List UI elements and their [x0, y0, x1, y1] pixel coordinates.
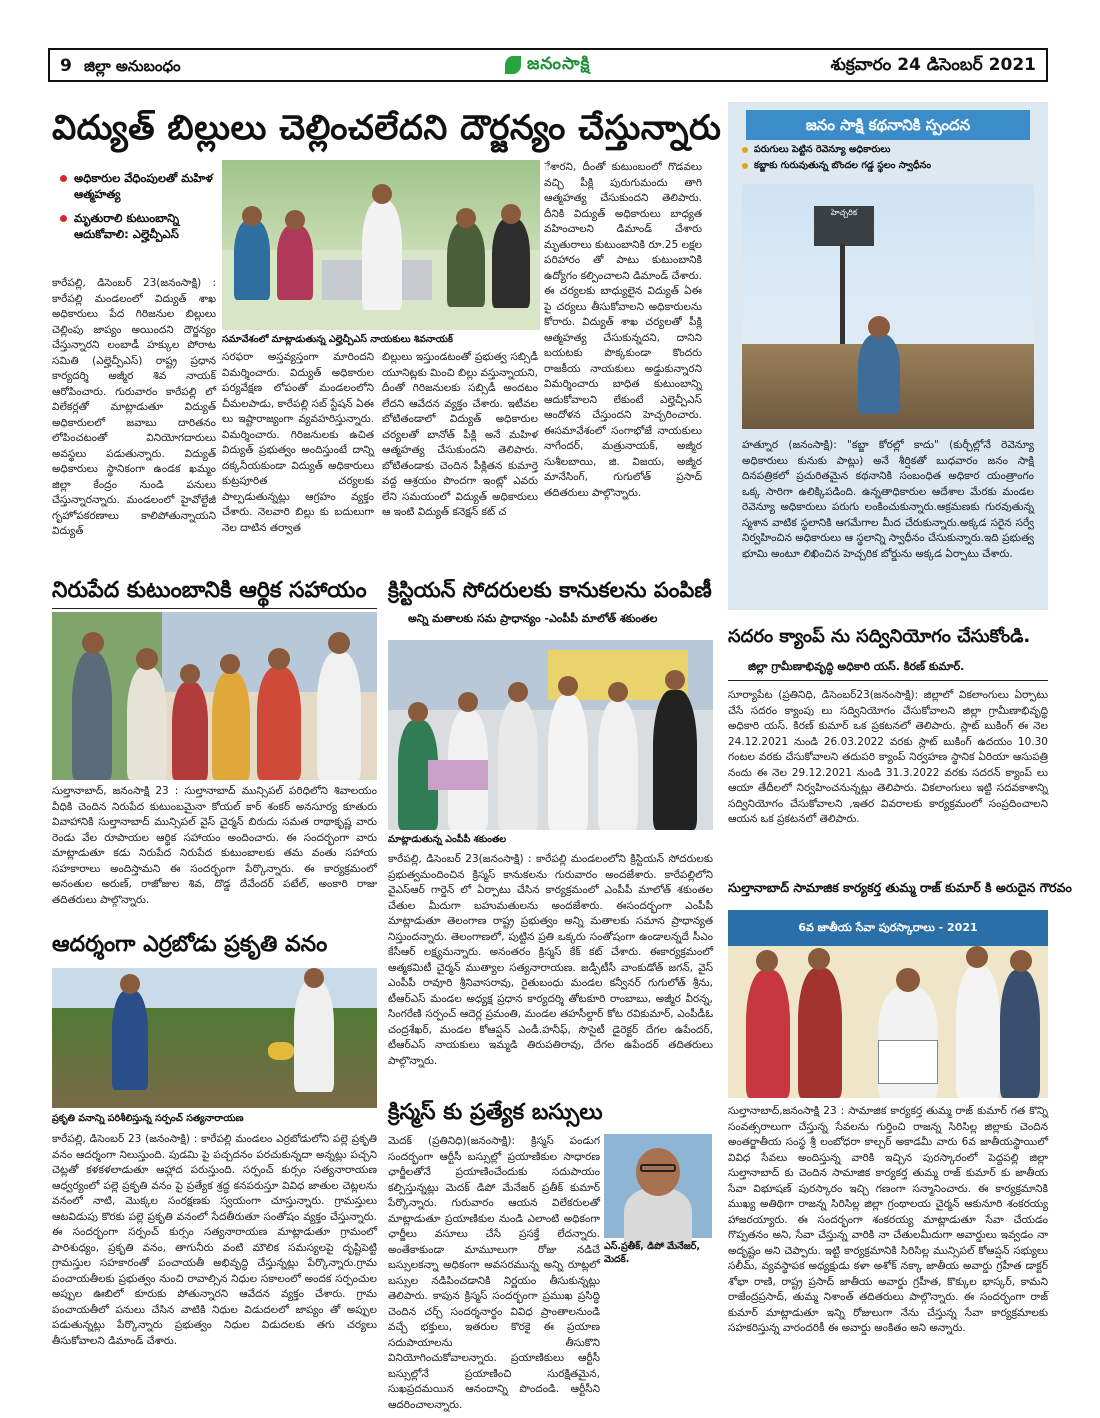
page-number: 9	[60, 56, 72, 76]
panel-photo	[742, 184, 1034, 429]
award-banner: 6వ జాతీయ సేవా పురస్కారాలు - 2021	[728, 910, 1048, 946]
buses-photo	[604, 1134, 712, 1238]
lead-headline: విద్యుత్ బిల్లులు చెల్లించలేదని దౌర్జన్యం చేస్తున్నారు	[52, 108, 722, 148]
newspaper-logo	[505, 52, 655, 78]
divider	[52, 608, 377, 609]
forest-photo-caption: ప్రకృతి వనాన్ని పరిశీలిస్తున్న సర్పంచ్ సత్యనారాయణ	[52, 1113, 244, 1124]
panel-title: జనం సాక్షి కథనానికి స్పందన	[746, 110, 1030, 140]
warning-board: హెచ్చరిక	[814, 206, 874, 246]
award-body: సుల్తానాబాద్,జనంసాక్షి 23 : సామాజిక కార్యకర్త తుమ్మ రాజ్ కుమార్ గత కొన్ని సంవత్సరాలుగా చేస్తున్న సేవలను గుర్తించి రాజన్న సిరిసిల్ల జిల్లాకు చెందిన అంతర్జాతీయ సంస్థ శ్రీ లంబోధరా కాల్చర్ అకాడమీ వారు 6వ జాతీయస్థాయిలో వివిధ సేవలు అందిస్తున్న వారికి ఇచ్చిన పురస్కారంలో పెద్దపల్లి జిల్లా సుల్తానాబాద్ కు చెందిన సామాజిక కార్యకర్త తుమ్మ రాజ్ కుమార్ కు జాతీయ సేవా విభూషణ్ పురస్కారం ఇచ్చి గణంగా సన్మానించారు. ఈ కార్యక్రమానికి ముఖ్య అతిథిగా రాజన్న సిరిసిల్ల జిల్లా గ్రంథాలయ చైర్మన్ ఆకునూరి శంకరయ్య హాజరయ్యారు. ఈ సందర్భంగా శంకరయ్య మాట్లాడుతూ సేవా చేయడం గొప్పతనం అని, సేవా చేస్తున్న వారికి నా చేతులమీదుగా అవార్డులు ఇవ్వడం నా అదృష్టం అని చెప్పారు. ఇట్టి కార్యక్రమానికి సిరిసిల్ల మున్సిపల్ కోఆప్షన్ సభ్యులు సలీమ్, వ్యవస్థాపక అధ్యక్షుడు కళా అశోక్ నక్కా జాతీయ అవార్డు గ్రహీత డాక్టర్ శోభా రాణి, రాష్ట్ర ప్రసాద్ జాతీయ అవార్డు గ్రహీత, కొక్కుల భాస్కర్, కామని రాజేంద్రప్రసాద్, తుమ్మ నిశాంత్ తదితరులు పాల్గొన్నారు. ఈ సందర్భంగా రాజ్ కుమార్ మాట్లాడుతూ ఇన్ని రోజులుగా నేను చేస్తున్న సేవా కార్యక్రమాలకు సహకరిస్తున్న వారందరికీ ఈ అవార్డు అంకితం అని అన్నారు.	[728, 1105, 1048, 1334]
panel-bullet: పరుగులు పెట్టిన రెవెన్యూ అధికారులు	[742, 144, 890, 157]
forest-headline: ఆదర్శంగా ఎర్రబోడు ప్రకృతి వనం	[52, 932, 328, 957]
christian-headline: క్రిస్టియన్ సోదరులకు కానుకలను పంపిణీ	[388, 578, 712, 602]
logo-text: జనంసాక్షి	[527, 54, 591, 74]
lead-photo	[222, 160, 540, 330]
lead-photo-caption: సమావేశంలో మాట్లాడుతున్న ఎల్హెచ్పీఎస్ నాయకులు శివనాయక్	[222, 334, 453, 345]
buses-headline: క్రిస్మస్ కు ప్రత్యేక బస్సులు	[388, 1100, 603, 1125]
panel-bullet: కబ్జాకు గురువుతున్న బొందల గడ్డ స్థలం స్వాధీనం	[742, 160, 931, 173]
sadaram-body: సూర్యాపేట (ప్రతినిధి, డిసెంబర్23(జనంసాక్షి): జిల్లాలో వికలాంగులు ఏర్పాటు చేసే సదరం క్యాంపు లు సద్వినియోగం చేసుకోవాలని జిల్లా గ్రామీణాభివృద్ధి అధికారి యస్. కిరణ్ కుమార్ ఒక ప్రకటనలో తెలిపారు. స్లాట్ బుకింగ్ ఈ నెల 24.12.2021 నుండి 26.03.2022 వరకు స్లాట్ బుకింగ్ ఉదయం 10.30 గంటల వరకు చేసుకోవాలని తదుపరి క్యాంప్ నిర్వహణ స్థానిక ఏరియా ఆసుపత్రి నందు ఈ నెల 29.12.2021 నుండి 31.3.2022 వరకు సదరన్ క్యాంప్ లు ఆయా తేదీలలో నిర్వహించనున్నట్లు తెలిపారు. వికలాంగులు ఇట్టి సదవకాశాన్ని సద్వినియోగం చేసుకోవాలని ,ఇతర వివరాలకు కార్యక్రమంలో సంప్రదించాలని ఆయన ఒక ప్రకటనలో తెలిపారు.	[728, 689, 1048, 825]
response-panel	[728, 102, 1048, 610]
poor-family-headline: నిరుపేద కుటుంబానికి ఆర్థిక సహాయం	[52, 578, 367, 603]
buses-body-continued	[388, 1230, 600, 1396]
lead-body-col1: కారేపల్లి, డిసెంబర్ 23(జనంసాక్షి) : కారేపల్లి మండలంలో విద్యుత్ శాఖ అధికారులు పేద గిరిజనుల బిల్లులు చెల్లింపు జాప్యం అయిందని దౌర్జన్యం చేస్తున్నారని లంబాడీ హక్కుల పోరాట సమితి (ఎల్హెచ్పీఎస్) రాష్ట్ర ప్రధాన కార్యదర్శి అజ్మీర శివ నాయక్ ఆరోపించారు. గురువారం కారేపల్లి లో విలేకర్లతో మాట్లాడుతూ విద్యుత్ అధికారులలో జవాబు దారితనం లోపించటంతో వినియోగదారులు అవస్థలు పడుతున్నారు. విద్యుత్ అధికారులు స్థానికంగా ఉండక ఖమ్మం జిల్లా కేంద్రం నుండి పనులు చేస్తున్నారన్నారు. మండలంలో హైవోల్టేజీ గృహోపకరణాలు కాలిపోతున్నాయని విద్యుత్	[52, 277, 216, 537]
forest-body: కారేపల్లి, డిసెంబర్ 23 (జనంసాక్షి) : కారేపల్లి మండలం ఎర్రబోడులోని పల్లె ప్రకృతి వనం ఆదర్శంగా నిలుస్తుంది. పుడమి పై పచ్చదనం పరచుకున్నదా అన్నట్లు పచ్చని చెట్లతో కళకళలాడుతూ ఆహ్లాద పరుస్తుంది. సర్పంచ్ కుర్సం సత్యనారాయణ ఆధ్వర్యంలో పల్లె ప్రకృతి వనం పై ప్రత్యేక శ్రద్ధ కనపరుస్తూ వివిధ జాతుల చెట్లలను వనంలో నాటి, మొక్కల సంరక్షణకు స్వయంగా చూస్తున్నారు. గ్రామస్తులు ఆటవిడుపు కొరకు పల్లె ప్రకృతి వనంలో సేదతీరుతూ సంతోషం వ్యక్తం చేస్తున్నారు. ఈ సందర్భంగా సర్పంచ్ కుర్సం సత్యనారాయణ మాట్లాడుతూ గ్రామంలో పారిశుధ్యం, ప్రకృతి వనం, తాగునీరు వంటి మౌలిక సమస్యలపై దృష్టిపెట్టి గ్రామస్తుల సహకారంతో పంచాయతీ అభివృద్ధి చేస్తున్నట్లు పేర్కొన్నారు.గ్రామ పంచాయతీలకు ప్రభుత్వం నుంచి రావాల్సిన నిధుల సకాలంలో అందక సర్పంచుల అప్పుల ఊబిలో కూరుకు పోతున్నారని ఆవేదన వ్యక్తం చేశారు. గ్రామ పంచాయతీలో పనులు చేసిన వాటికి నిధుల విడుదలలో జాప్యం తో అప్పుల పడుతున్నట్లు పేర్కొన్నారు ప్రభుత్వం నిధుల విడుదలకు తగు చర్యలు తీసుకోవాలని డిమాండ్ చేశారు.	[52, 1133, 377, 1347]
panel-body: హత్నూర (జనంసాక్షి): "కబ్జా కోరల్లో కాదు" (కుర్చీల్లోనే రెవెన్యూ అధికారులు కునుకు పాట్లు) అనే శీర్షికతో బుధవారం జనం సాక్షి దినపత్రికలో ప్రచురితమైన కథనానికి సంబంధిత అధికార యంత్రాంగం ఒక్క సారిగా ఉలిక్కిపడింది. ఉన్నతాధికారుల ఆదేశాల మేరకు మండల రెవెన్యూ అధికారులు పరుగు లంకించుకున్నారు.ఆక్రమణకు గురవుతున్న స్మశాన వాటిక స్థలానికి ఆగమేగాల మీద చేరుకున్నారు.అక్కడ సరైన సర్వే నిర్వహించిన అధికారులు ఆ స్థలాన్ని స్వాధీనం చేసుకున్నారు.ఇది ప్రభుత్వ భూమి అంటూ లిఖించిన హెచ్చరిక బోర్డును అక్కడ ఏర్పాటు చేశారు.	[742, 439, 1034, 560]
bullet-icon	[60, 175, 67, 182]
lead-bullet: అధికారుల వేధింపులతో మహిళ ఆత్మహత్య	[60, 170, 220, 202]
christian-body: కారేపల్లి, డిసెంబర్ 23(జనంసాక్షి) : కారేపల్లి మండలంలోని క్రిస్టియన్ సోదరులకు ప్రభుత్వమందించిన క్రిస్మస్ కానుకలను గురువారం అందజేశారు. కారేపల్లిలోని వైఎస్ఆర్ గార్డెన్ లో ఏర్పాటు చేసిన కార్యక్రమంలో ఎంపీపీ మాలోత్ శకుంతల చేతుల మీదుగా బహుమతులను అందజేశారు. ఈసందర్భంగా ఎంపీపీ మాట్లాడుతూ తెలంగాణ రాష్ట్ర ప్రభుత్వం అన్ని మతాలకు సమాన ప్రాధాన్యత నిస్తుందన్నారు. తెలంగాణలో, పుట్టిన ప్రతి ఒక్కరు సంతోషంగా ఉండాలన్నదే సీఎం కేసీఆర్ లక్ష్యమన్నారు. అనంతరం క్రిస్మస్ కేక్ కట్ చేశారు. ఈకార్యక్రమంలో ఆత్మకమిటీ చైర్మన్ ముత్యాల సత్యనారాయణ. జడ్పీటీసీ వాంకుడోత్ జగన్, వైస్ ఎంపీపీ రావూరి శ్రీనివాసరావు, రైతుబంధు మండల కన్వీనర్ గుగులోత్ శ్రీను, టీఆర్ఎస్ మండల అధ్యక్ష ప్రధాన కార్యదర్శి తోటకూరి రాంబాబు, అజ్మీర వీరన్న, సింగరేణి సర్పంచ్ ఆదెర్ల ప్రమంతి, మండల తహసీల్దార్ కోట రవికుమార్, ఎంపీడీఓ చంద్రశేఖర్, మండల కోఆప్షన్ ఎండీ.హనీఫ్, సొసైటీ డైరెక్టర్ దేగల ఉపేందర్, టీఆర్ఎస్ నాయకులు ఇమ్మడి తిరుపతిరావు, దేగల ఉపేందర్ తదితరులు పాల్గొన్నారు.	[388, 853, 713, 1067]
christian-subhead: అన్ని మతాలకు సమ ప్రాధాన్యం -ఎంపీపీ మాలోత్ శకుంతల	[408, 612, 658, 625]
lead-body-col4: ేశారని, దీంతో కుటుంబంలో గొడవలు వచ్చి పీక్లి పురుగుమందు తాగి ఆత్మహత్య చేసుకుందని తెలిపారు. దీనికి విద్యుత్ అధికారులు బాధ్యత వహించాలని డిమాండ్ చేశారు మృతురాలు కుటుంబానికి రూ.25 లక్షల పరిహారం తో పాటు కుటుంబానికి ఉద్యోగం కల్పించాలని డిమాండ్ చేశారు. ఈ చర్యలకు బాధ్యులైన విద్యుత్ ఏఈ పై చర్యలు తీసుకోవాలని అధికారులను కోరారు. విద్యుత్ శాఖ చర్యలతో పీక్లి ఆత్మహత్య చేసుకున్నదని, దానిని బయటకు పొక్కకుండా కొందరు రాజకీయ నాయకులు అడ్డుకున్నారని విమర్శించారు బాధిత కుటుంబాన్ని ఆదుకోవాలని లేకుంటే ఎల్హెచ్పీఎస్ ఆందోళన చేస్తుందని హెచ్చరించారు. ఈసమావేశంలో సంగాభోజే నాయకులు నాగేందర్, మత్రునాయక్, అజ్మీర సుశీలబాయి, జి. విజయ, అజ్మీర మానేసింగ్, గుగులోత్ ప్రసాద్ తదితరులు పాల్గొన్నారు.	[544, 161, 702, 499]
poor-family-body: సుల్తానాబాద్, జనంసాక్షి 23 : సుల్తానాబాద్ మున్సిపల్ పరిధిలోని శివాలయం వీధికి చెందిన నిరుపేద కుటుంబమైనా కోయల్ కార్ శంకర్ అనసూర్య కూతురు వివాహానికి సుల్తానాబాద్ మున్సిపల్ వైస్ చైర్మన్ బిరుదు సమత రాథాకృష్ణ వారు రెండు వేల రూపాయల ఆర్థిక సహాయం అందించారు. ఈ సందర్భంగా వారు మాట్లాడుతూ కడు నిరుపేద నిరుపేద కుటుంబాలకు తమ వంతు సహాయ సహకారాలు అందిస్తామని ఈ సందర్భంగా పేర్కొన్నారు. ఈ కార్యక్రమంలో అనంతుల అరుణ్, రాజోజుల శివ, దొడ్డ దేవేందర్ పటేల్, అంకారి రాజు తదితరులు పాల్గొన్నారు.	[52, 785, 377, 906]
buses-body: మెదక్ (ప్రతినిధి)(జనంసాక్షి): క్రిస్మస్ పండుగ సందర్భంగా ఆర్టీసీ బస్సుల్లో ప్రయాణికుల సాధారణ ఛార్జీలతోనే ప్రయాణించేందుకు సదుపాయం కల్పిస్తున్నట్లు మెదక్ డిపో మేనేజర్ ప్రతీక్ కుమార్ పేర్కొన్నారు. గురువారం ఆయన విలేకరులతో మాట్లాడుతూ ప్రయాణికుల నుండి ఎలాంటి అధికంగా ఛార్జీలు వసూలు చేసే ప్రసక్తే లేదన్నారు. అంతేకాకుండా మామూలుగా రోజు నడిచే బస్సులకన్నా అధికంగా అవసరమున్న అన్ని రూట్లలో బస్సుల నడిపించడానికి నిర్ణయం తీసుకున్నట్లు తెలిపారు. కాపున క్రిస్మస్ సందర్భంగా ప్రముఖ ప్రసిద్ధి చెందిన చర్చ్ సందర్శనార్థం వివిధ ప్రాంతాలనుండి వచ్చే భక్తులు, ఇతరుల కొరకై ఈ ప్రయాణ సదుపాయాలను తీసుకొని వినియోగించుకోవాలన్నారు. ప్రయాణికులు ఆర్టీసీ బస్సుల్లోనే ప్రయాణించి సురక్షితమైన, సుఖప్రదమయిన ఆనందాన్ని పొందండి. ఆర్టీసీని ఆదరించాలన్నారు.	[388, 1135, 600, 1411]
section-name: జిల్లా అనుబంధం	[84, 57, 181, 75]
leaf-icon	[505, 56, 521, 74]
issue-date: శుక్రవారం 24 డిసెంబర్ 2021	[830, 55, 1036, 75]
bullet-icon	[60, 215, 67, 222]
christian-photo	[388, 640, 713, 830]
bullet-icon	[742, 147, 748, 153]
buses-photo-caption: ఎస్.ప్రతీక్, డిపో మేనేజర్, మెదక్.	[604, 1241, 701, 1265]
divider	[728, 680, 1048, 681]
christian-photo-caption: మాట్లాడుతున్న ఎంపీపీ శకుంతల	[388, 834, 507, 845]
sadaram-headline: సదరం క్యాంప్ ను సద్వినియోగం చేసుకోండి.	[728, 626, 1031, 647]
bullet-icon	[742, 163, 748, 169]
sadaram-subhead: జిల్లా గ్రామీణాభివృద్ధి అధికారి యస్. కిరణ్ కుమార్.	[748, 660, 965, 673]
lead-bullet: మృతురాలి కుటుంబాన్ని ఆదుకోవాలి: ఎల్హెచ్పీఎస్	[60, 210, 220, 242]
forest-photo	[52, 968, 377, 1108]
lead-body-col2: సరఫరా అస్తవ్యస్తంగా మారిందని విమర్శించారు. విద్యుత్ అధికారుల పర్యవేక్షణ లోపంతో మండలంలోని చీమలపాడు, కారేపల్లి సబ్ స్టేషన్ ఏఈ లు ఇష్టారాజ్యంగా వ్యవహరిస్తున్నారు. విమర్శించారు. గిరిజనులకు ఉచిత విద్యుత్ ప్రభుత్వం అందిస్తుంటే దాన్ని దక్కనీయకుండా విద్యుత్ అధికారులు కుట్రపూరిత చర్యలకు పాల్పడుతున్నట్లు ఆగ్రహం వ్యక్తం చేశారు. నెలవారి బిల్లు కు బదులుగా నెల దాటిన తర్వాత	[222, 351, 374, 534]
masthead	[48, 48, 1048, 82]
lead-body-col3: బిల్లులు ఇస్తుండటంతో ప్రభుత్వ సబ్సిడీ యూనిట్లకు మించి బిల్లు వస్తున్నాయని, దీంతో గిరిజనులకు సబ్సిడీ అందటం లేదని ఆవేదన వ్యక్తం చేశారు. ఇటీవల బోటితండాలో విద్యుత్ అధికారుల చర్యలతో బానోత్ పీక్లి అనే మహిళ ఆత్మహత్య చేసుకుందని తెలిపారు. బోటితండాకు చెందిన పీక్లితన కుమార్తె వద్ద ఆశ్రయం పొందగా ఇంట్లో ఎవరు లేని సమయంలో విద్యుత్ అధికారులు ఆ ఇంటి విద్యుత్ కనెక్షన్ కట్ చ	[382, 351, 538, 518]
award-headline: సుల్తానాబాద్ సామాజిక కార్యకర్త తుమ్మ రాజ్ కుమార్ కి అరుదైన గౌరవం	[728, 880, 1072, 895]
award-photo	[728, 910, 1048, 1098]
poor-family-photo	[52, 612, 377, 780]
